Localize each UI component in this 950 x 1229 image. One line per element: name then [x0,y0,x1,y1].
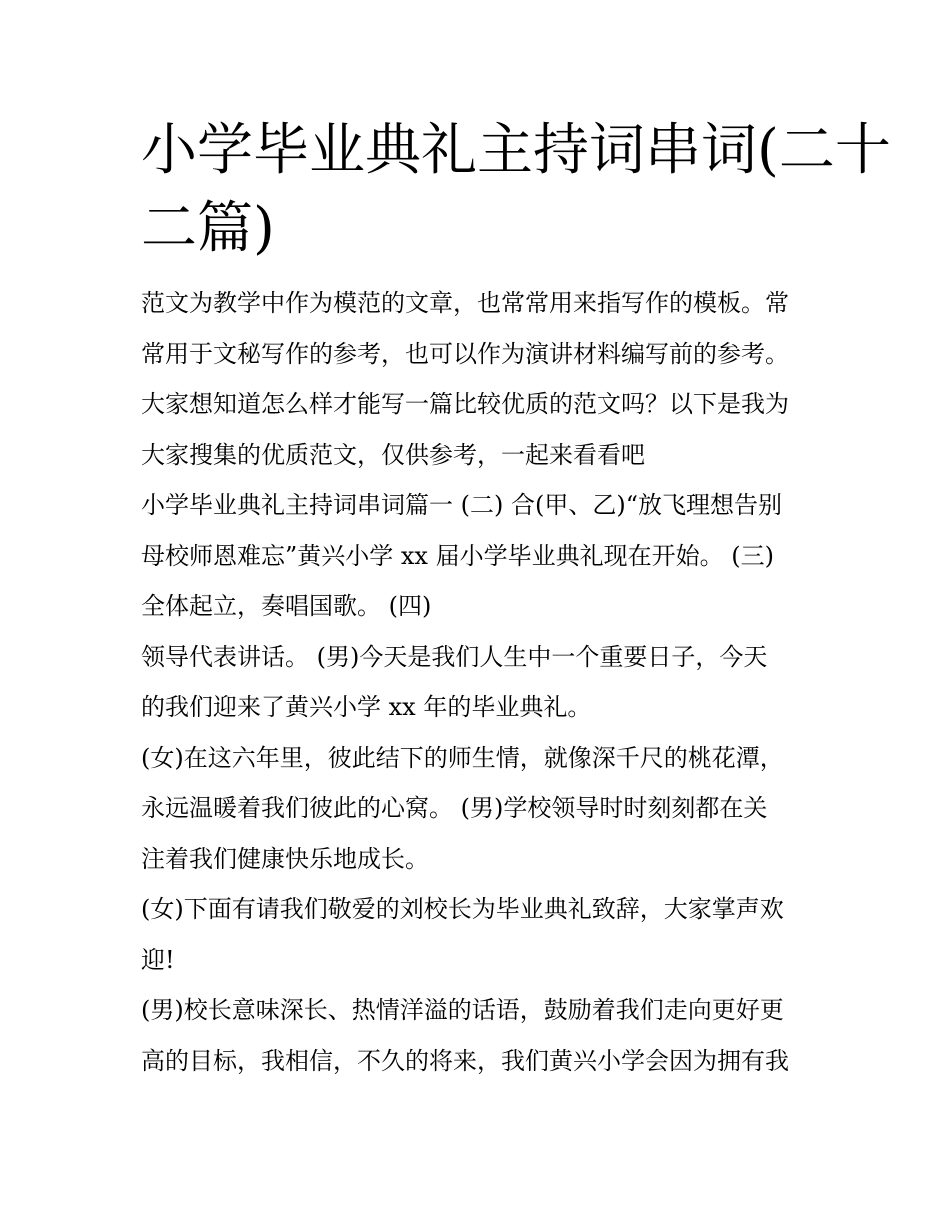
body-line: (女)在这六年里，彼此结下的师生情，就像深千尺的桃花潭， [141,743,784,772]
body-line: 常用于文秘写作的参考，也可以作为演讲材料编写前的参考。 [141,339,789,368]
title-line: 二篇) [141,196,275,261]
body-line: 注着我们健康快乐地成长。 [141,844,429,873]
body-line: 小学毕业典礼主持词串词篇一 (二) 合(甲、乙)“放飞理想告别 [141,491,782,519]
body-line: 迎! [141,945,175,974]
document-title [141,112,891,268]
body-line: 大家想知道怎么样才能写一篇比较优质的范文吗？以下是我为 [141,390,789,418]
body-line: (女)下面有请我们敬爱的刘校长为毕业典礼致辞，大家掌声欢 [141,895,784,923]
body-line: 的我们迎来了黄兴小学 xx 年的毕业典礼。 [141,693,592,721]
body-line: 高的目标，我相信，不久的将来，我们黄兴小学会因为拥有我 [141,1046,789,1075]
body-line: 永远温暖着我们彼此的心窝。 (男)学校领导时时刻刻都在关 [141,794,768,822]
body-line: 母校师恩难忘”黄兴小学 xx 届小学毕业典礼现在开始。 (三) [141,541,774,570]
document-body [141,278,821,1086]
body-line: 范文为教学中作为模范的文章，也常常用来指写作的模板。常 [141,289,789,317]
body-line: 大家搜集的优质范文，仅供参考，一起来看看吧 [141,440,645,469]
title-line: 小学毕业典礼主持词串词(二十 [141,118,891,183]
body-line: (男)校长意味深长、热情洋溢的话语，鼓励着我们走向更好更 [141,996,784,1024]
body-line: 领导代表讲话。 (男)今天是我们人生中一个重要日子，今天 [141,642,768,671]
body-line: 全体起立，奏唱国歌。 (四) [141,592,432,620]
